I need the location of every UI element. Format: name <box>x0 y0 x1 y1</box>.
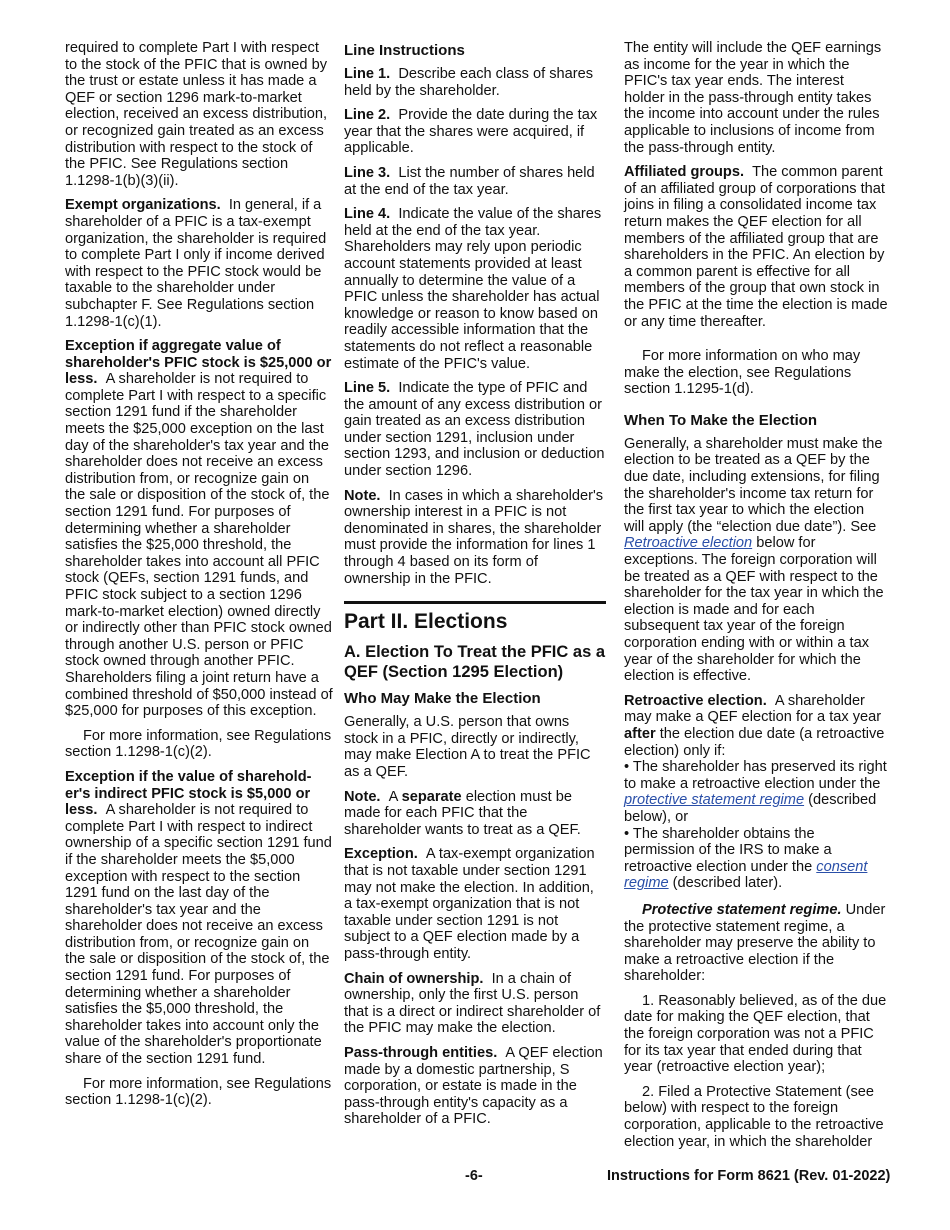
when-to-make-text <box>624 436 888 685</box>
indirect-exception-heading: Exception if the value of sharehold-er's indirect PFIC stock is $5,000 or less. <box>65 768 312 819</box>
line-4-text: Indicate the value of the shares held at the end of the tax year. Shareholders may rely upon periodic account statements provided at least annually to determine the value of a PFIC unless the shareholder has actual knowledge or reason to know based on readily accessible information that the statements do not reflect a reasonable estimate of the PFIC's value. <box>344 206 602 372</box>
line-3-label: Line 3. <box>344 164 391 181</box>
numbered-item-2: 2. Filed a Protective Statement (see below) with respect to the foreign corporation, applicable to the retroactive election year, in which the shareholder <box>624 1083 884 1150</box>
note-separate-election <box>344 789 606 839</box>
line-2-text: Provide the date during the tax year that the shares were acquired, if applicable. <box>344 107 598 157</box>
retroactive-election-block <box>624 693 888 892</box>
paragraph-more-info-2: For more information, see Regulations section 1.1298-1(c)(2). <box>65 1075 332 1109</box>
chain-of-ownership-paragraph <box>344 971 606 1037</box>
line-3-instruction <box>344 165 606 198</box>
exempt-organizations-heading: Exempt organizations. <box>65 197 221 214</box>
who-may-make-text: Generally, a U.S. person that owns stock in a PFIC, directly or indirectly, may make Election A to treat the PFIC as a QEF. <box>344 714 591 780</box>
note-text: In cases in which a shareholder's ownership interest in a PFIC is not denominated in shares, the shareholder must provide the information for lines 1 through 4 based on its form of ownership in the PFIC. <box>344 487 604 587</box>
retro-text-a: A shareholder may make a QEF election for a tax year <box>624 692 882 726</box>
exempt-organizations-text: In general, if a shareholder of a PFIC is a tax-exempt organization, the shareholder is required to complete Part I only if income derived with respect to the PFIC stock would be taxable to the shareholder under subchapter F. See Regulations section 1.1298-1(c)(1). <box>65 197 327 330</box>
pass-through-text: A QEF election made by a domestic partnership, S corporation, or estate is made in the pass-through entity's capacity as a shareholder of a PFIC. <box>344 1044 603 1128</box>
note-2-text-a: A <box>388 788 398 805</box>
page-number: -6- <box>465 1168 483 1184</box>
note-2-label: Note. <box>344 788 381 805</box>
who-may-make-heading: Who May Make the Election <box>344 690 541 708</box>
bullet-icon: • <box>624 825 630 842</box>
bullet-item-2 <box>624 826 888 892</box>
exception-paragraph <box>344 846 606 962</box>
exception-label: Exception. <box>344 846 418 863</box>
retroactive-election-label: Retroactive election. <box>624 692 767 709</box>
when-text-a: Generally, a shareholder must make the election to be treated as a QEF by the due date, including extensions, for filing the shareholder's income tax return for the first tax year to which the election will apply (the “election due date”). See <box>624 435 883 535</box>
retroactive-election-link[interactable]: Retroactive election <box>624 535 753 552</box>
affiliated-groups-paragraph <box>624 164 888 330</box>
part-ii-title: Part II. Elections <box>344 610 508 634</box>
protective-statement-label: Protective statement regime. <box>642 901 842 918</box>
line-2-label: Line 2. <box>344 107 391 124</box>
when-to-make-heading: When To Make the Election <box>624 411 818 429</box>
bullet-1-text-a: The shareholder has preserved its right to make a retroactive election under the <box>624 759 887 792</box>
bullet-icon: • <box>624 759 630 776</box>
retro-text-b: the election due date (a retroactive election) only if: <box>624 725 885 759</box>
paragraph-exempt-organizations <box>65 197 333 330</box>
protective-statement-regime-link[interactable]: protective statement regime <box>624 792 805 809</box>
line-1-label: Line 1. <box>344 66 391 82</box>
paragraph-more-info-1: For more information, see Regulations section 1.1298-1(c)(2). <box>65 727 332 761</box>
paragraph-intro: required to complete Part I with respect to the stock of the PFIC that is owned by the trust or estate unless it has made a QEF or section 1296 mark-to-market election, received an excess distribution, or recognized gain treated as an excess distribution with respect to the stock of the PFIC. See Regulations section 1.1298-1(b)(3)(ii). <box>65 40 328 189</box>
bullet-2-text-b: (described later). <box>672 875 783 892</box>
bullet-1-text-b: (described below), or <box>624 792 877 825</box>
note-paragraph <box>344 488 606 588</box>
paragraph-qef-earnings: The entity will include the QEF earnings as income for the year in which the PFIC's tax year ends. The interest holder in the pass-through entity takes the income into account under the rules applicable to inclusions of income from the pass-through entity. <box>624 40 882 156</box>
bullet-item-1 <box>624 759 888 825</box>
when-text-b: below for exceptions. The foreign corporation will be treated as a QEF with respect to the shareholder for the tax year in which the election is made and for each subsequent tax year of the foreign corporation ending with or within a tax year of the shareholder for which the election is effective. <box>624 535 884 685</box>
bullet-2-text-a: The shareholder obtains the permission of the IRS to make a retroactive election under the <box>624 825 832 875</box>
indirect-exception-text: A shareholder is not required to complete Part I with respect to indirect ownership of a specific section 1291 fund if the shareholder meets the $5,000 exception with respect to the section 1291 fund on the last day of the shareholder's tax year and the shareholder does not receive an excess distribution from, or recognize gain on the sale or disposition of the stock of, the section 1291 fund. For purposes of determining whether a shareholder satisfies the $5,000 threshold, the shareholder takes into account only the value of the shareholder's proportionate share of the section 1291 fund. <box>65 802 332 1068</box>
protective-statement-text: Under the protective statement regime, a shareholder may preserve the ability to make a retroactive election if the shareholder: <box>624 901 886 985</box>
retro-bold: after <box>624 725 656 742</box>
numbered-item-1: 1. Reasonably believed, as of the due date for making the QEF election, that the foreign corporation was not a PFIC for its tax year that ended during that year (retroactive election year); <box>624 992 887 1076</box>
note-2-text-b: election must be made for each PFIC that the shareholder wants to treat as a QEF. <box>344 788 581 838</box>
chain-of-ownership-label: Chain of ownership. <box>344 970 484 987</box>
column-left <box>65 40 333 1117</box>
line-1-instruction <box>344 66 606 99</box>
line-5-label: Line 5. <box>344 380 391 397</box>
affiliated-groups-text: The common parent of an affiliated group of corporations that joins in filing a consolidated income tax return makes the QEF election for all members of the affiliated group that are shareholders in the PFIC. An election by a common parent is effective for all members of the group that own stock in the PFIC at the time the election is made or any time thereafter. <box>624 164 888 330</box>
line-instructions-heading: Line Instructions <box>344 42 465 59</box>
pass-through-paragraph <box>344 1045 606 1128</box>
form-title-footer: Instructions for Form 8621 (Rev. 01-2022) <box>607 1168 891 1184</box>
consent-regime-link[interactable]: consent regime <box>624 858 868 892</box>
column-right <box>624 40 888 1158</box>
spacer <box>624 338 888 348</box>
bullet-list <box>624 759 888 892</box>
line-5-text: Indicate the type of PFIC and the amount of any excess distribution or gain treated as an excess distribution under section 1291, inclusion under section 1293, and inclusion or deduction under section 1296. <box>344 380 605 480</box>
section-divider <box>344 601 606 604</box>
retroactive-election-intro <box>624 693 888 759</box>
line-5-instruction <box>344 380 606 480</box>
exception-text: A tax-exempt organization that is not taxable under section 1291 may not make the election. In addition, a tax-exempt organization that is not taxable under section 1291 is not subject to a QEF election made by a pass-through entity. <box>344 846 595 962</box>
election-a-heading: A. Election To Treat the PFIC as a QEF (Section 1295 Election) <box>344 643 606 682</box>
protective-statement-paragraph <box>624 902 888 985</box>
line-4-instruction <box>344 206 606 372</box>
column-middle <box>344 40 606 1136</box>
line-2-instruction <box>344 107 606 157</box>
line-1-text: Describe each class of shares held by the shareholder. <box>344 66 594 99</box>
aggregate-exception-heading: Exception if aggregate value of shareholder's PFIC stock is $25,000 or less. <box>65 338 332 388</box>
paragraph-aggregate-exception <box>65 338 333 720</box>
affiliated-groups-label: Affiliated groups. <box>624 164 744 181</box>
note-2-bold: separate <box>401 788 462 805</box>
chain-of-ownership-text: In a chain of ownership, only the first U.S. person that is a direct or indirect shareholder of the PFIC may make the election. <box>344 970 601 1037</box>
spacer <box>624 892 888 902</box>
paragraph-indirect-exception <box>65 769 333 1068</box>
aggregate-exception-text: A shareholder is not required to complete Part I with respect to a specific section 1291 fund if the shareholder meets the $25,000 exception on the last day of the shareholder's tax year and the shareholder does not receive an excess distribution from, or recognize gain on the sale or disposition of the stock of, the section 1291 fund. For purposes of determining whether a shareholder satisfies the $25,000 threshold, the shareholder takes into account all PFIC stock (QEFs, section 1291 funds, and PFIC stock subject to a section 1296 mark-to-market election) owned directly or indirectly other than PFIC stock owned through another U.S. person or PFIC stock owned through another PFIC. Shareholders filing a joint return have a combined threshold of $50,000 instead of $25,000 for purposes of this exception. <box>65 371 333 720</box>
line-3-text: List the number of shares held at the end of the tax year. <box>344 164 595 198</box>
paragraph-more-info: For more information on who may make the election, see Regulations section 1.1295-1(d). <box>624 348 861 398</box>
line-4-label: Line 4. <box>344 206 391 223</box>
note-label: Note. <box>344 487 381 504</box>
pass-through-label: Pass-through entities. <box>344 1044 498 1061</box>
